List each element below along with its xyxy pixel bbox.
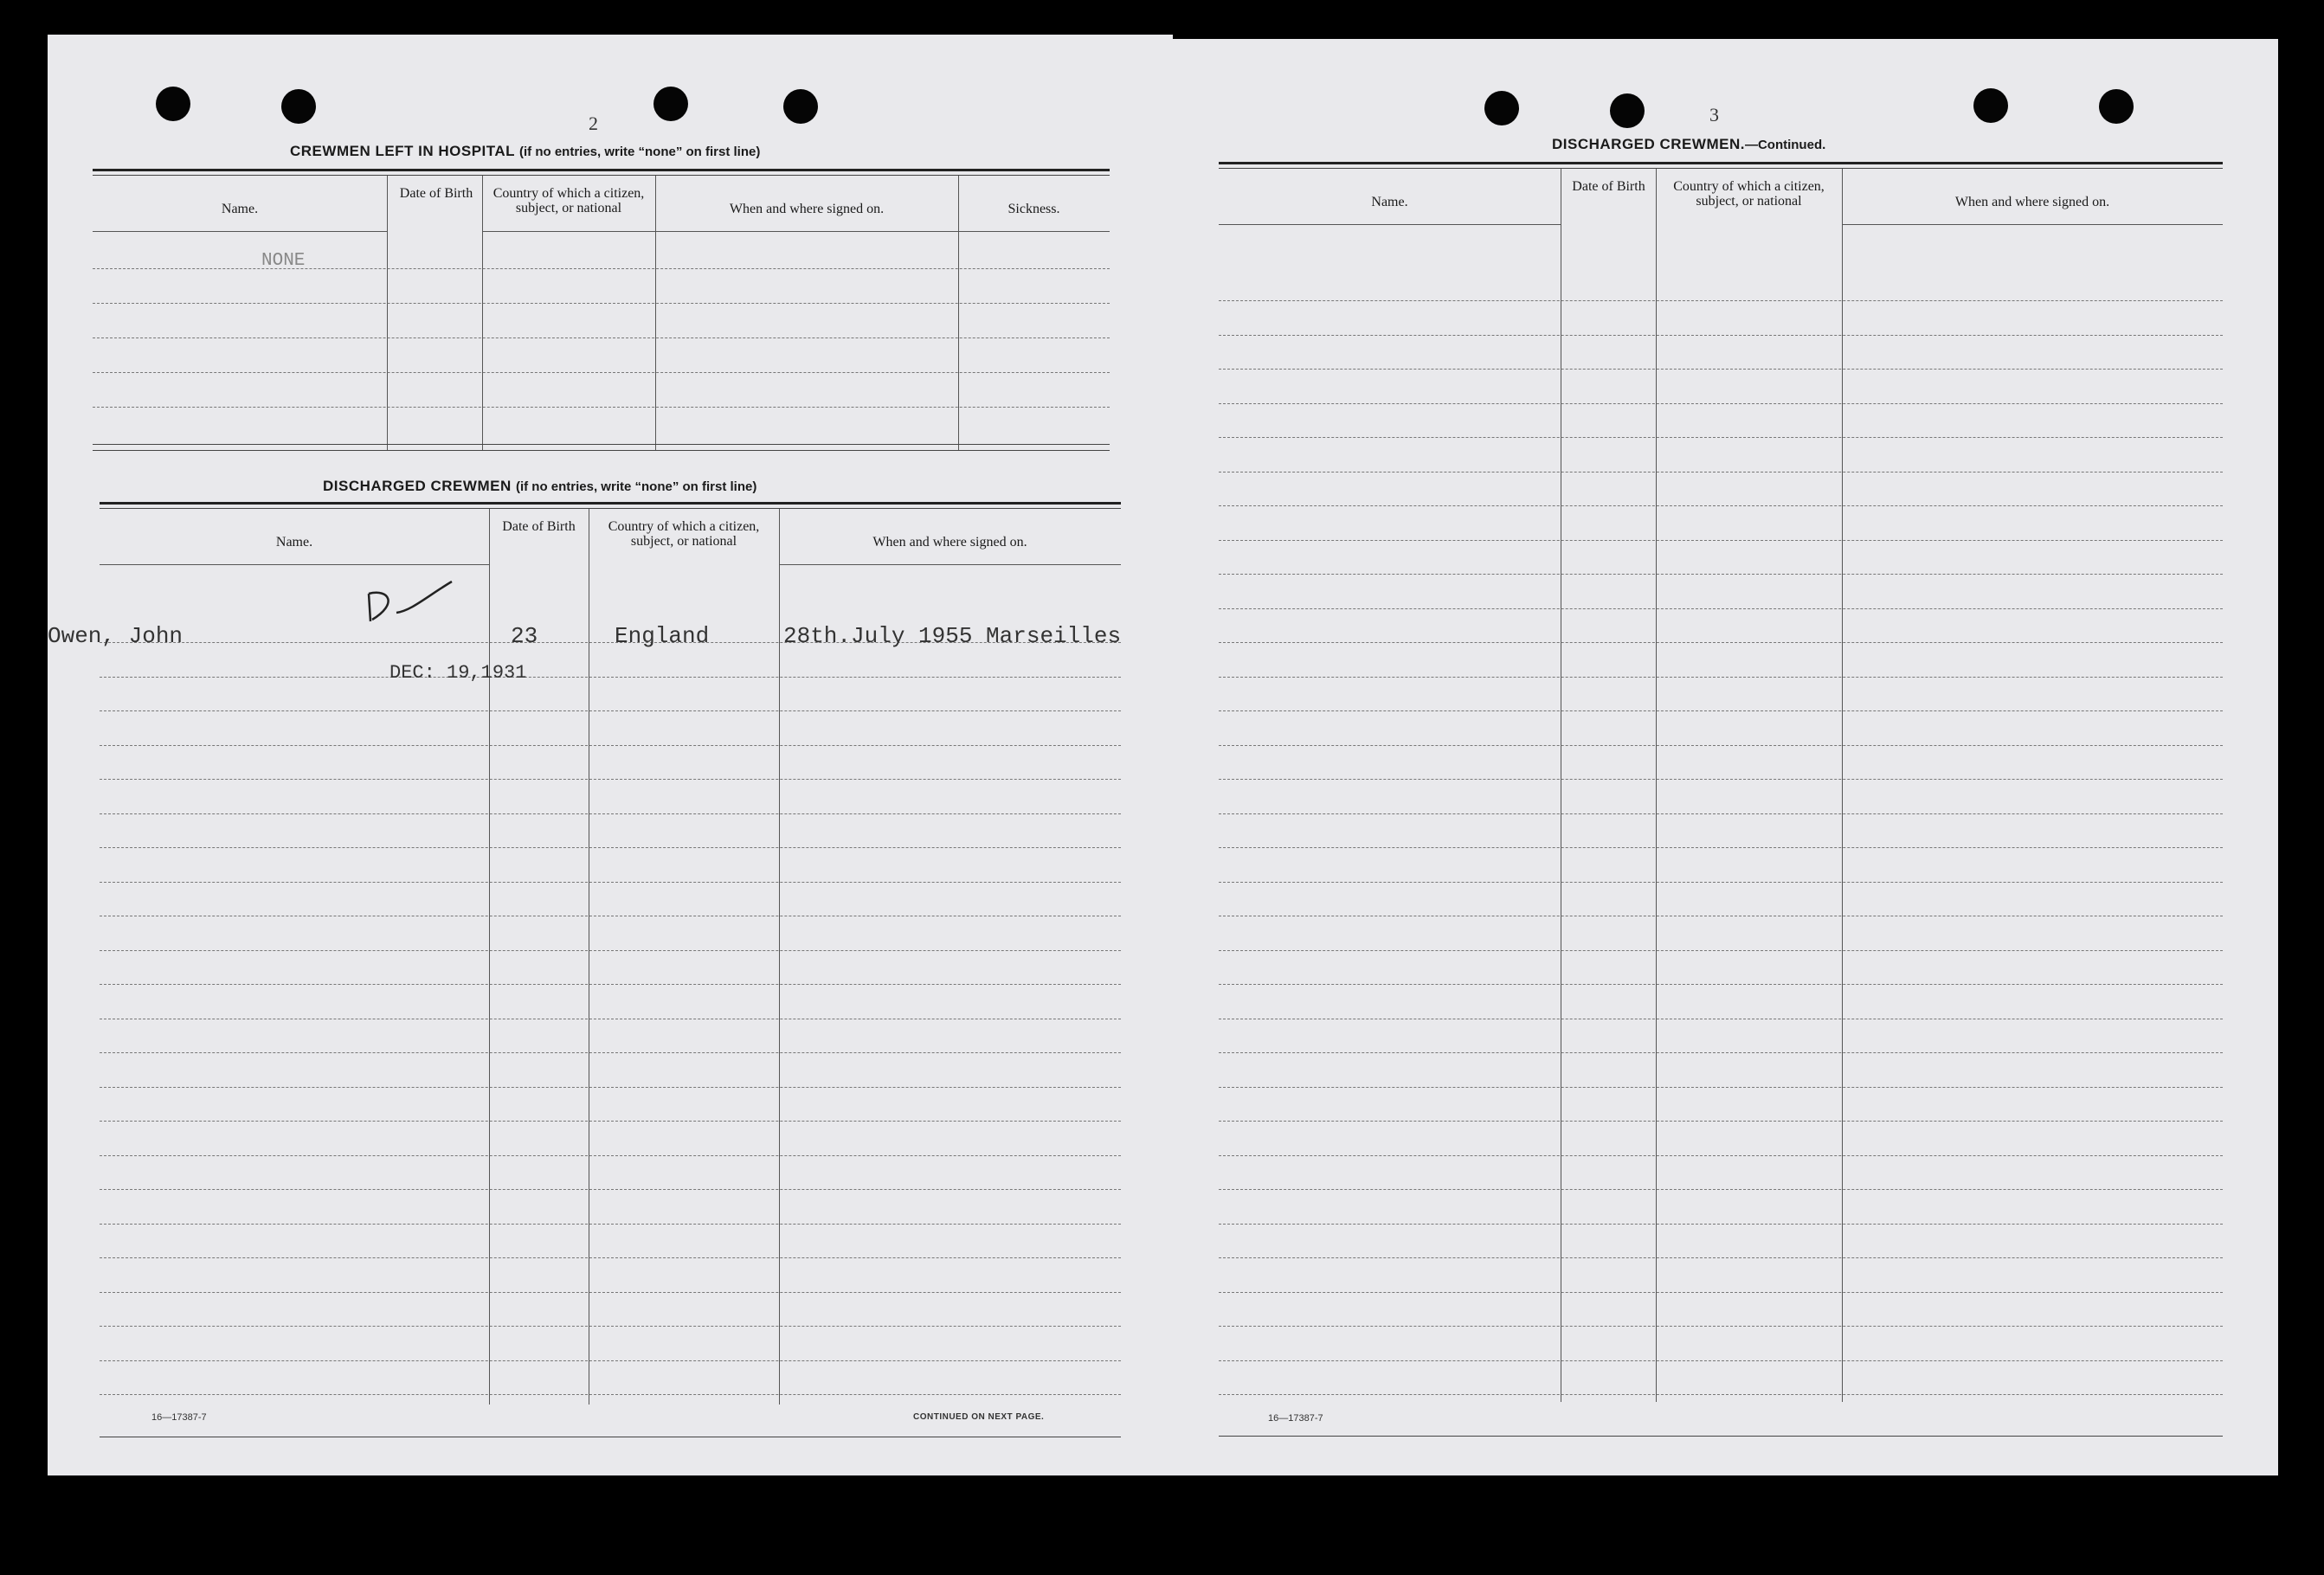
ruled-line: [100, 1360, 1121, 1361]
ruled-line: [1219, 335, 2223, 336]
discharged-continued-title: [1552, 136, 1825, 153]
column-header-date-of-birth: Date of Birth: [1572, 179, 1645, 194]
ruled-line: [1219, 403, 2223, 404]
ruled-line: [100, 677, 1121, 678]
discharged-table: [48, 502, 1122, 1441]
punch-hole: [156, 87, 190, 121]
ruled-line: [1219, 1257, 2223, 1258]
ruled-line: [100, 1052, 1121, 1053]
ruled-line: [100, 1155, 1121, 1156]
hospital-entry-none: NONE: [261, 251, 306, 271]
discharged-entry-signed-on: 28th.July 1955 Marseilles: [783, 623, 1122, 649]
form-number: 16—17387-7: [151, 1412, 207, 1423]
ruled-line: [1219, 540, 2223, 541]
form-number: 16—17387-7: [1268, 1413, 1323, 1424]
ruled-line: [1219, 779, 2223, 780]
ruled-line: [1219, 745, 2223, 746]
ruled-line: [100, 1326, 1121, 1327]
ruled-line: [100, 1394, 1121, 1395]
hospital-title-text: CREWMEN LEFT IN HOSPITAL: [290, 143, 515, 159]
ruled-line: [100, 984, 1121, 985]
discharged-continued-table: [1219, 162, 2223, 1443]
ruled-line: [1219, 847, 2223, 848]
punch-hole: [2099, 89, 2134, 124]
ruled-line: [1219, 1087, 2223, 1088]
column-header-name: Name.: [1371, 195, 1408, 209]
ruled-line: [1219, 1121, 2223, 1122]
discharged-entry-date-of-birth: 23: [511, 623, 538, 649]
discharged-title-text: DISCHARGED CREWMEN: [323, 478, 512, 494]
ruled-line: [1219, 984, 2223, 985]
ruled-line: [1219, 1052, 2223, 1053]
ruled-line: [100, 1224, 1121, 1225]
discharged-entry-name: Owen, John: [48, 623, 183, 649]
ruled-line: [1219, 505, 2223, 506]
column-header-signed-on: When and where signed on.: [729, 202, 885, 216]
ruled-line: [100, 950, 1121, 951]
column-header-date-of-birth: Date of Birth: [502, 519, 576, 534]
hospital-instruction: (if no entries, write “none” on first line): [519, 145, 761, 159]
ruled-line: [100, 779, 1121, 780]
continued-title-suffix: —Continued.: [1744, 138, 1826, 152]
ruled-line: [100, 1257, 1121, 1258]
ruled-line: [1219, 1224, 2223, 1225]
hospital-section-title: [290, 143, 760, 160]
column-header-country: Country of which a citizen, subject, or national: [492, 186, 645, 215]
ruled-line: [1219, 1155, 2223, 1156]
punch-hole: [653, 87, 688, 121]
discharged-entry-country: England: [615, 623, 710, 649]
ruled-line: [1219, 710, 2223, 711]
continued-note: CONTINUED ON NEXT PAGE.: [913, 1412, 1045, 1422]
ruled-line: [100, 1189, 1121, 1190]
page-number: 3: [1709, 104, 1719, 125]
ruled-line: [100, 813, 1121, 814]
column-header-date-of-birth: Date of Birth: [399, 186, 473, 201]
punch-hole: [783, 89, 818, 124]
ruled-line: [100, 882, 1121, 883]
ruled-line: [1219, 1189, 2223, 1190]
ruled-line: [1219, 300, 2223, 301]
column-header-sickness: Sickness.: [1007, 202, 1060, 216]
punch-hole: [1610, 93, 1645, 128]
punch-hole: [1973, 88, 2008, 123]
punch-hole: [281, 89, 316, 124]
discharged-section-title: [323, 478, 756, 495]
continued-title-text: DISCHARGED CREWMEN.: [1552, 136, 1745, 152]
ruled-line: [1219, 608, 2223, 609]
ruled-line: [100, 1087, 1121, 1088]
hospital-table: [93, 169, 1110, 489]
discharged-instruction: (if no entries, write “none” on first line): [515, 479, 757, 494]
ruled-line: [1219, 1292, 2223, 1293]
ruled-line: [100, 847, 1121, 848]
column-header-name: Name.: [275, 535, 313, 550]
ruled-line: [100, 1292, 1121, 1293]
ruled-line: [1219, 642, 2223, 643]
ruled-line: [1219, 1394, 2223, 1395]
ruled-line: [100, 1121, 1121, 1122]
ruled-line: [100, 710, 1121, 711]
left-page: [48, 35, 1173, 1475]
ruled-line: [1219, 677, 2223, 678]
page-number: 2: [589, 112, 598, 134]
date-stamp: DEC: 19,1931: [389, 662, 527, 684]
column-header-signed-on: When and where signed on.: [1954, 195, 2110, 209]
handwritten-initials: [364, 578, 459, 630]
ruled-line: [1219, 1326, 2223, 1327]
column-header-country: Country of which a citizen, subject, or national: [1673, 179, 1825, 209]
column-header-country: Country of which a citizen, subject, or national: [608, 519, 760, 549]
punch-hole: [1484, 91, 1519, 125]
ruled-line: [1219, 574, 2223, 575]
ruled-line: [1219, 950, 2223, 951]
ruled-line: [1219, 1360, 2223, 1361]
column-header-name: Name.: [221, 202, 259, 216]
ruled-line: [1219, 437, 2223, 438]
ruled-line: [100, 745, 1121, 746]
right-page: [1168, 39, 2278, 1475]
ruled-line: [1219, 369, 2223, 370]
ruled-line: [1219, 882, 2223, 883]
ruled-line: [1219, 813, 2223, 814]
column-header-signed-on: When and where signed on.: [872, 535, 1027, 550]
